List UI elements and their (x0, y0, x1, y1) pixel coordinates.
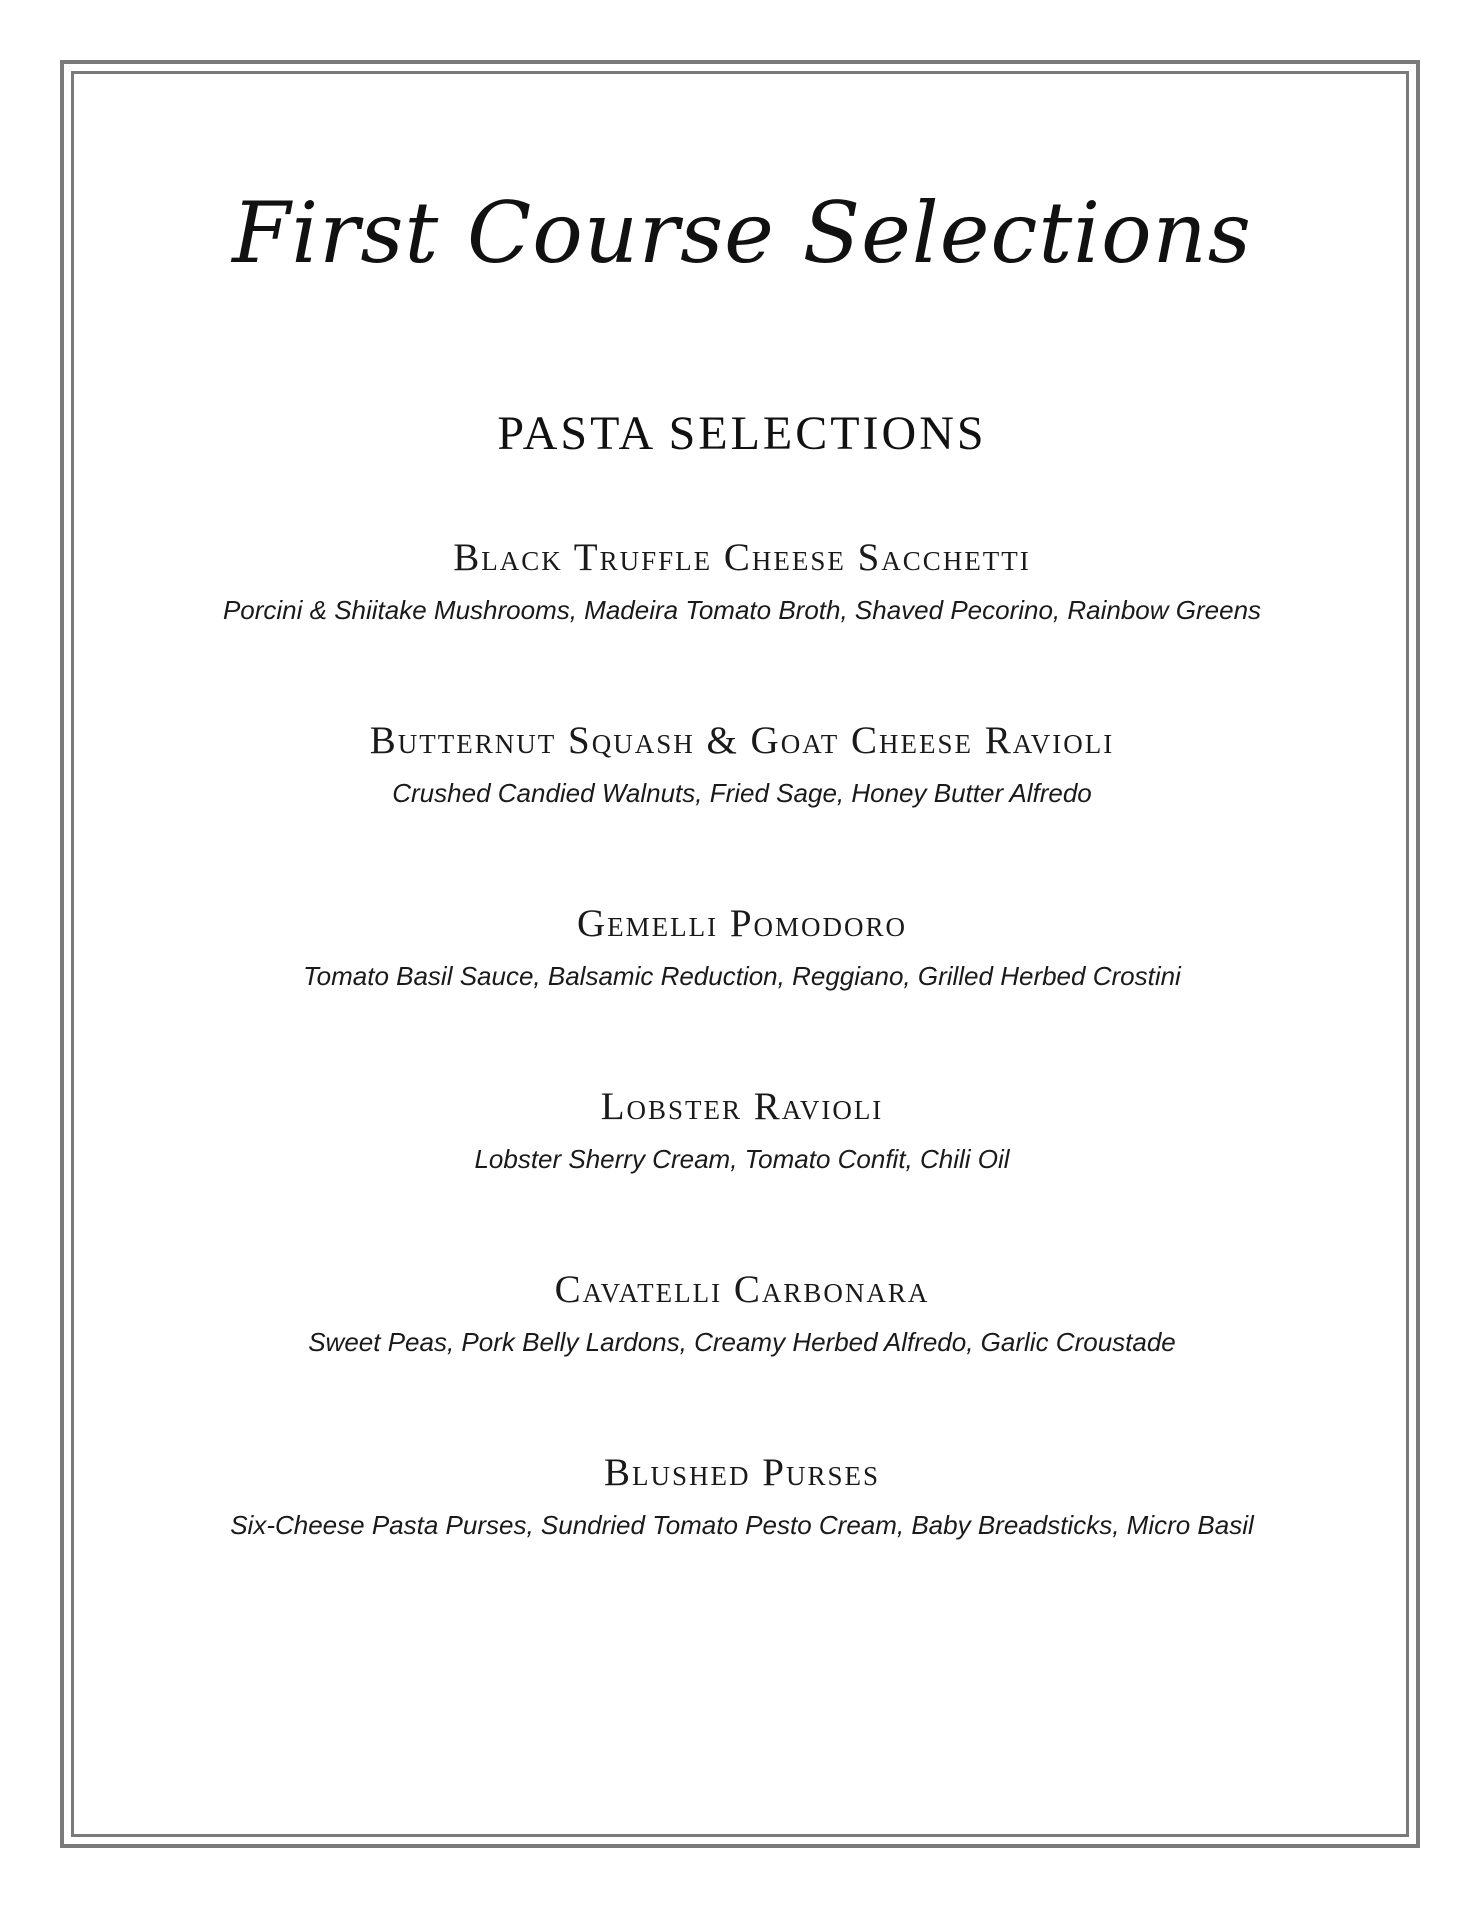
menu-item-name: Lobster Ravioli (600, 1085, 884, 1128)
section-title: PASTA SELECTIONS (497, 407, 987, 460)
menu-item (0, 1443, 1484, 1626)
menu-item-description: Porcini & Shiitake Mushrooms, Madeira Tomato Broth, Shaved Pecorino, Rainbow Greens (222, 595, 1262, 625)
menu-item-name: Butternut Squash & Goat Cheese Ravioli (369, 719, 1115, 762)
menu-item-description: Crushed Candied Walnuts, Fried Sage, Honey Butter Alfredo (392, 778, 1092, 808)
page-title: First Course Selections (232, 184, 1252, 282)
menu-item (0, 528, 1484, 711)
menu-item-description: Lobster Sherry Cream, Tomato Confit, Chili Oil (474, 1144, 1010, 1174)
menu-item (0, 711, 1484, 894)
menu-item-name: Blushed Purses (604, 1451, 880, 1494)
menu-item-name: Black Truffle Cheese Sacchetti (453, 536, 1031, 579)
menu-item-name: Cavatelli Carbonara (554, 1268, 930, 1311)
menu-item-name: Gemelli Pomodoro (576, 902, 908, 945)
menu-list (0, 528, 1484, 1626)
menu-item-description: Tomato Basil Sauce, Balsamic Reduction, Reggiano, Grilled Herbed Crostini (303, 961, 1181, 991)
menu-item (0, 1077, 1484, 1260)
menu-item (0, 894, 1484, 1077)
menu-item-description: Sweet Peas, Pork Belly Lardons, Creamy Herbed Alfredo, Garlic Croustade (308, 1327, 1176, 1357)
menu-item (0, 1260, 1484, 1443)
menu-item-description: Six-Cheese Pasta Purses, Sundried Tomato Pesto Cream, Baby Breadsticks, Micro Basil (230, 1510, 1254, 1540)
